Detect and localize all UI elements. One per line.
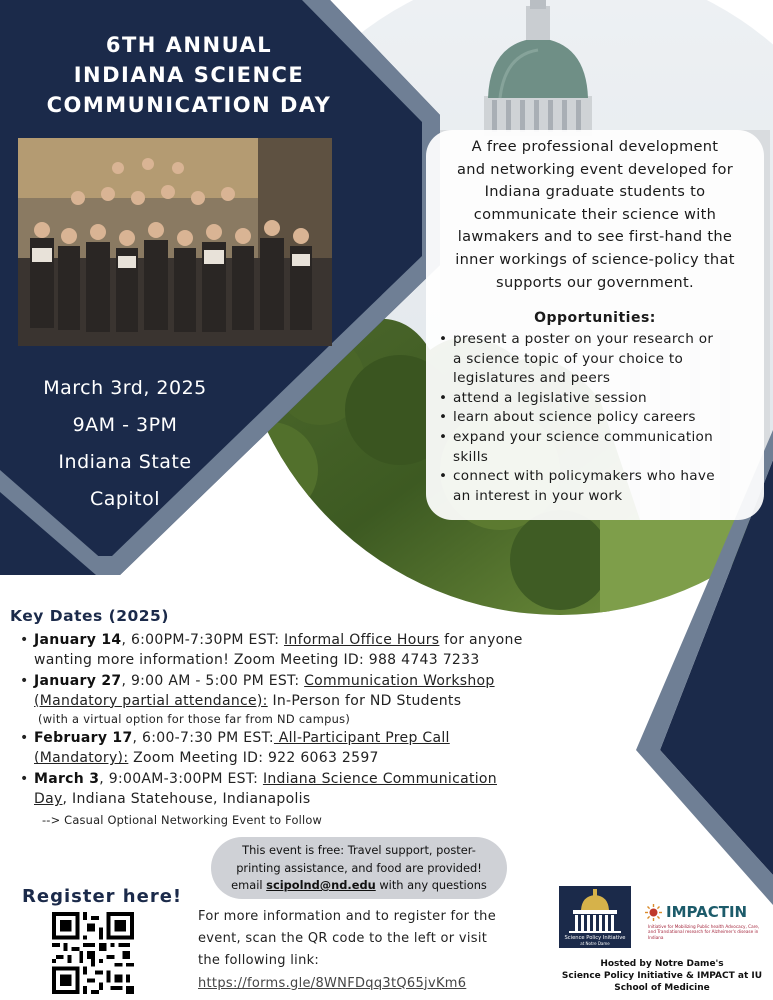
opportunity-text: a science topic of your choice to xyxy=(453,350,684,367)
comm-day-link[interactable]: Indiana Science Communication xyxy=(262,770,497,787)
hosted-by-line: School of Medicine xyxy=(614,983,710,993)
free-event-line: printing assistance, and food are provided! xyxy=(236,860,482,875)
registration-info xyxy=(198,906,553,995)
event-title-line: INDIANA SCIENCE xyxy=(73,63,305,87)
key-date-date: March 3 xyxy=(34,770,100,787)
opportunity-text: • connect with policymakers who have xyxy=(453,468,715,485)
email-prefix: email xyxy=(231,878,267,892)
key-date-date: January 27 xyxy=(34,672,122,689)
hosted-by-line: Hosted by Notre Dame's xyxy=(600,959,724,969)
hosted-by-line: Science Policy Initiative & IMPACT at IU xyxy=(561,971,763,981)
event-date: March 3rd, 2025 xyxy=(43,377,207,399)
key-date-date: January 14 xyxy=(34,632,122,648)
impactin-name: IMPACTIN xyxy=(666,903,748,921)
register-heading: Register here! xyxy=(22,886,183,907)
event-title-line: 6TH ANNUAL xyxy=(105,33,273,57)
impactin-logo xyxy=(645,903,765,943)
impactin-tagline: Initiative for Mobilizing Public health Advocacy, Care, and Translational research for Alzheimer's disease in Indiana xyxy=(648,924,760,940)
opportunity-item xyxy=(436,389,761,409)
description-line: communicate their science with xyxy=(473,205,717,223)
event-details xyxy=(0,370,250,518)
key-date-time: , 9:00 AM - 5:00 PM EST: xyxy=(121,672,305,689)
workshop-link[interactable]: Communication Workshop xyxy=(304,672,495,689)
key-date-time: , 6:00PM-7:30PM EST: xyxy=(121,632,284,648)
opportunities-list xyxy=(436,330,761,506)
description-line: Indiana graduate students to xyxy=(484,183,706,201)
networking-note: --> Casual Optional Networking Event to Follow xyxy=(42,813,323,827)
opportunities-heading: Opportunities: xyxy=(534,310,656,326)
opportunity-text: legislatures and peers xyxy=(453,370,611,387)
key-date-time: , 9:00AM-3:00PM EST: xyxy=(99,770,263,787)
opportunity-text: skills xyxy=(453,448,489,465)
registration-line: the following link: xyxy=(198,953,320,969)
contact-email-link[interactable]: scipolnd@nd.edu xyxy=(266,878,376,892)
key-dates-list xyxy=(18,630,608,809)
event-location: Capitol xyxy=(89,488,161,510)
free-event-text xyxy=(211,842,507,895)
key-date-item xyxy=(18,769,608,810)
opportunity-item xyxy=(436,428,761,467)
spi-logo-text: Science Policy Initiative xyxy=(564,935,626,941)
event-title-line: COMMUNICATION DAY xyxy=(46,93,332,117)
registration-line: event, scan the QR code to the left or visit xyxy=(198,931,488,947)
email-suffix: with any questions xyxy=(375,878,487,892)
registration-line: For more information and to register for the xyxy=(198,909,496,924)
key-date-time: , 6:00-7:30 PM EST: xyxy=(132,730,274,747)
opportunity-text: • attend a legislative session xyxy=(453,389,647,406)
key-date-detail: wanting more information! Zoom Meeting ID: 988 4743 7233 xyxy=(34,652,480,669)
opportunity-text: • expand your science communication xyxy=(453,428,714,445)
description-line: and networking event developed for xyxy=(456,160,734,178)
event-location: Indiana State xyxy=(58,451,192,473)
opportunity-text: • learn about science policy careers xyxy=(453,409,696,426)
description-line: inner workings of science-policy that xyxy=(455,250,735,268)
event-time: 9AM - 3PM xyxy=(72,414,178,436)
comm-day-link[interactable]: Day xyxy=(34,791,63,808)
qr-code[interactable] xyxy=(52,912,134,994)
opportunity-item xyxy=(436,467,761,506)
opportunity-text: • present a poster on your research or xyxy=(453,331,714,347)
science-policy-initiative-logo xyxy=(559,886,631,948)
key-date-note: (with a virtual option for those far from ND campus) xyxy=(38,712,351,727)
key-date-detail: for anyone xyxy=(439,632,523,648)
key-date-detail: Zoom Meeting ID: 922 6063 2597 xyxy=(128,750,379,767)
free-event-line: This event is free: Travel support, poster- xyxy=(242,843,476,857)
key-date-item xyxy=(18,728,608,769)
prep-call-link[interactable]: All-Participant Prep Call xyxy=(273,730,450,747)
key-dates-heading: Key Dates (2025) xyxy=(10,607,169,625)
key-date-detail: In-Person for ND Students xyxy=(267,692,462,709)
key-date-date: February 17 xyxy=(34,730,133,747)
description-line: A free professional development xyxy=(471,138,719,155)
description-line: supports our government. xyxy=(496,273,694,291)
registration-link[interactable]: https://forms.gle/8WNFDqq3tQ65jvKm6 xyxy=(198,975,467,991)
prep-call-link[interactable]: (Mandatory): xyxy=(34,750,129,767)
key-date-item xyxy=(18,630,608,671)
opportunity-item xyxy=(436,408,761,428)
group-photo xyxy=(18,138,332,346)
key-date-detail: , Indiana Statehouse, Indianapolis xyxy=(62,791,311,808)
event-title xyxy=(0,30,378,120)
workshop-link[interactable]: (Mandatory partial attendance): xyxy=(34,692,268,709)
event-description xyxy=(428,136,762,294)
office-hours-link[interactable]: Informal Office Hours xyxy=(283,632,440,648)
sunburst-icon xyxy=(645,904,662,921)
hosted-by xyxy=(556,958,768,994)
key-date-item xyxy=(18,671,608,729)
spi-logo-text: at Notre Dame xyxy=(580,941,610,946)
description-line: lawmakers and to see first-hand the xyxy=(457,228,733,246)
opportunity-item xyxy=(436,330,761,389)
opportunity-text: an interest in your work xyxy=(453,487,623,504)
